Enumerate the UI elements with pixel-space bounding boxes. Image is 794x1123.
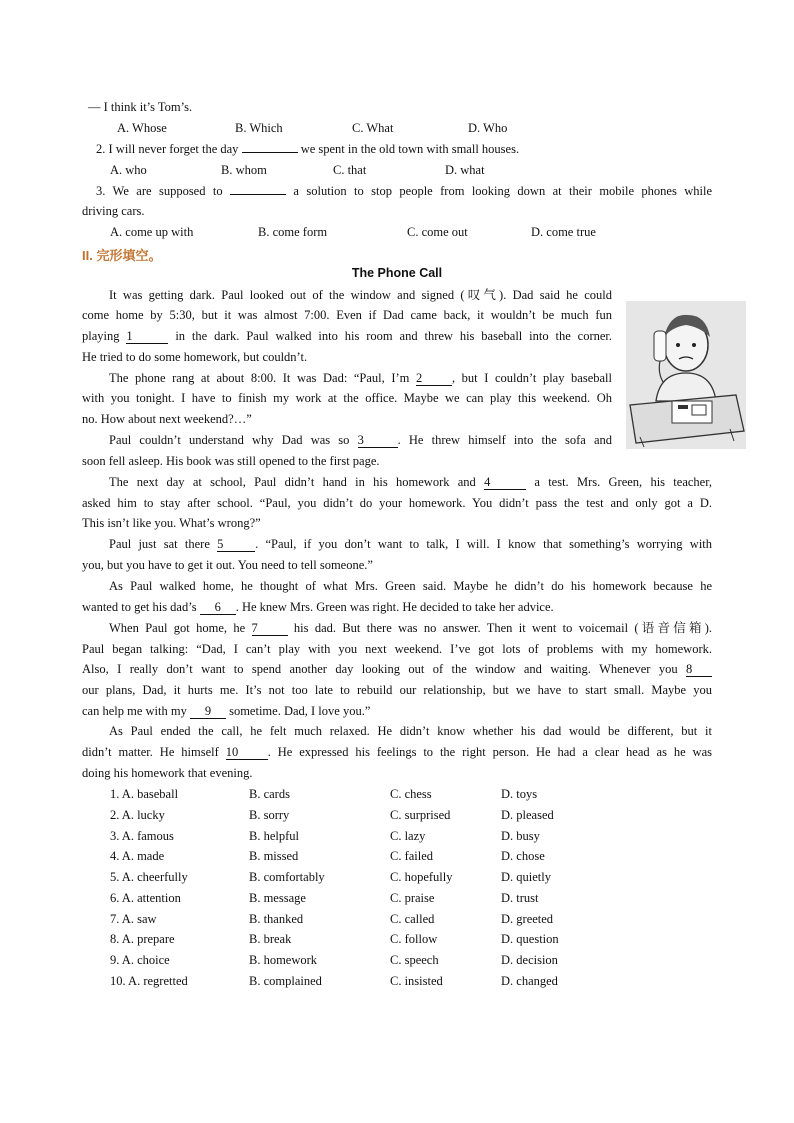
blank-3: 3	[358, 433, 398, 448]
option-2-b: B. sorry	[249, 807, 290, 822]
blank-5: 5	[217, 537, 255, 552]
q2-option-c: C. that	[333, 163, 367, 177]
blank-2: 2	[416, 371, 452, 386]
option-8-a: 8. A. prepare	[110, 932, 175, 947]
story-line: This isn’t like you. What’s wrong?”	[82, 516, 261, 530]
option-6-c: C. praise	[390, 890, 435, 905]
option-4-c: C. failed	[390, 849, 434, 864]
option-7-b: B. thanked	[249, 911, 304, 926]
option-9-d: D. decision	[501, 953, 558, 967]
option-5-d: D. quietly	[501, 870, 551, 884]
question-1-tail: — I think it’s Tom’s.	[88, 100, 193, 114]
q2-option-b: B. whom	[221, 163, 267, 177]
q1-option-a: A. Whose	[117, 121, 167, 135]
q3-option-c: C. come out	[407, 225, 468, 239]
option-9-a: 9. A. choice	[110, 953, 170, 967]
blank-6: 6	[200, 600, 236, 615]
blank-line	[242, 152, 298, 153]
story-line: soon fell asleep. His book was still opened to the first page.	[82, 454, 380, 468]
section-heading: II. 完形填空。	[82, 248, 162, 263]
option-1-c: C. chess	[390, 787, 432, 801]
blank-8: 8	[686, 662, 712, 677]
blank-line	[230, 194, 286, 195]
option-3-b: B. helpful	[249, 828, 299, 843]
option-9-b: B. homework	[249, 953, 318, 967]
story-line: you, but you have to get it out. You need to tell someone.”	[82, 558, 373, 572]
option-6-d: D. trust	[501, 890, 539, 905]
story-line: playing 1 in the dark. Paul walked into his room and threw his baseball into the corner.	[82, 329, 613, 343]
option-2-a: 2. A. lucky	[110, 807, 165, 822]
story-line: As Paul walked home, he thought of what Mrs. Green said. Maybe he didn’t do his homework because he	[109, 579, 712, 593]
blank-1: 1	[126, 329, 168, 344]
option-4-a: 4. A. made	[110, 849, 165, 864]
option-1-d: D. toys	[501, 787, 538, 801]
story-line: wanted to get his dad’s 6 . He knew Mrs. Green was right. He decided to take her advice.	[82, 600, 554, 614]
question-3: 3. We are supposed to a solution to stop people from looking down at their mobile phones while	[96, 184, 713, 198]
story-line: can help me with my 9 sometime. Dad, I love you.”	[82, 704, 371, 718]
option-3-d: D. busy	[501, 828, 540, 843]
option-1-b: B. cards	[249, 787, 290, 801]
option-8-c: C. follow	[390, 932, 438, 947]
blank-10: 10	[226, 745, 268, 760]
story-line: didn’t matter. He himself 10 . He expressed his feelings to the right person. He had a clear head as he was	[82, 745, 712, 759]
option-6-b: B. message	[249, 890, 306, 905]
option-5-c: C. hopefully	[390, 870, 453, 884]
story-line: doing his homework that evening.	[82, 766, 253, 780]
option-6-a: 6. A. attention	[110, 890, 181, 905]
question-3-line2: driving cars.	[82, 204, 145, 218]
q1-option-b: B. Which	[235, 121, 283, 135]
q1-option-d: D. Who	[468, 121, 508, 135]
q3-option-b: B. come form	[258, 225, 328, 239]
option-8-b: B. break	[249, 932, 292, 947]
story-line: It was getting dark. Paul looked out of the window and signed (叹气). Dad said he could	[109, 288, 612, 302]
option-10-d: D. changed	[501, 973, 558, 988]
story-line: Also, I really don’t want to spend another day looking out of the window and waiting. Whenever you 8	[82, 661, 712, 677]
story-line: Paul couldn’t understand why Dad was so 3 . He threw himself into the sofa and	[109, 433, 613, 447]
blank-4: 4	[484, 475, 526, 490]
story-line: He tried to do some homework, but couldn’t.	[82, 350, 308, 364]
q1-option-c: C. What	[352, 121, 394, 135]
story-line: Paul began talking: “Dad, I can’t play with you next weekend. I’ve got lots of problems with my homework.	[82, 642, 712, 656]
question-2: 2. I will never forget the day we spent in the old town with small houses.	[96, 142, 520, 156]
q3-option-d: D. come true	[531, 225, 596, 239]
q2-option-a: A. who	[110, 163, 147, 177]
boy-on-phone-illustration	[626, 301, 746, 449]
q2-option-d: D. what	[445, 163, 485, 177]
option-4-b: B. missed	[249, 849, 299, 864]
option-7-c: C. called	[390, 911, 435, 926]
option-5-a: 5. A. cheerfully	[110, 870, 188, 884]
story-line: with you tonight. I have to finish my work at the office. Maybe we can play this weekend. Oh	[82, 391, 612, 405]
option-2-d: D. pleased	[501, 807, 554, 822]
option-8-d: D. question	[501, 932, 559, 947]
story-line: The phone rang at about 8:00. It was Dad: “Paul, I’m 2 , but I couldn’t play baseball	[109, 371, 613, 385]
story-line: come home by 5:30, but it was almost 7:00. Even if Dad came back, it wouldn’t be much fun	[82, 308, 612, 322]
q3-option-a: A. come up with	[110, 225, 194, 239]
option-4-d: D. chose	[501, 849, 545, 864]
option-1-a: 1. A. baseball	[110, 787, 179, 801]
story-line: As Paul ended the call, he felt much relaxed. He didn’t know whether his dad would be different, but it	[109, 724, 712, 738]
option-2-c: C. surprised	[390, 807, 451, 822]
option-3-a: 3. A. famous	[110, 828, 174, 843]
option-7-d: D. greeted	[501, 911, 554, 926]
option-7-a: 7. A. saw	[110, 911, 157, 926]
option-3-c: C. lazy	[390, 828, 426, 843]
story-line: When Paul got home, he 7 his dad. But there was no answer. Then it went to voicemail (语音信箱).	[109, 621, 712, 635]
story-title: The Phone Call	[351, 266, 443, 280]
story-line: asked him to stay after school. “Paul, you didn’t do your homework. You didn’t pass the test and only got a D.	[82, 496, 712, 510]
blank-9: 9	[190, 704, 226, 719]
option-9-c: C. speech	[390, 953, 439, 967]
option-10-c: C. insisted	[390, 973, 443, 988]
option-5-b: B. comfortably	[249, 870, 325, 884]
story-line: no. How about next weekend?…”	[82, 412, 252, 426]
story-line: Paul just sat there 5 . “Paul, if you don’t want to talk, I will. I know that something’s worrying with	[109, 537, 713, 551]
option-10-b: B. complained	[249, 973, 322, 988]
option-10-a: 10. A. regretted	[110, 973, 188, 988]
story-line: The next day at school, Paul didn’t hand in his homework and 4 a test. Mrs. Green, his teacher,	[109, 475, 713, 489]
story-line: our plans, Dad, it hurts me. It’s not too late to rebuild our relationship, but we have to start small. Maybe you	[82, 683, 712, 697]
blank-7: 7	[252, 621, 288, 636]
